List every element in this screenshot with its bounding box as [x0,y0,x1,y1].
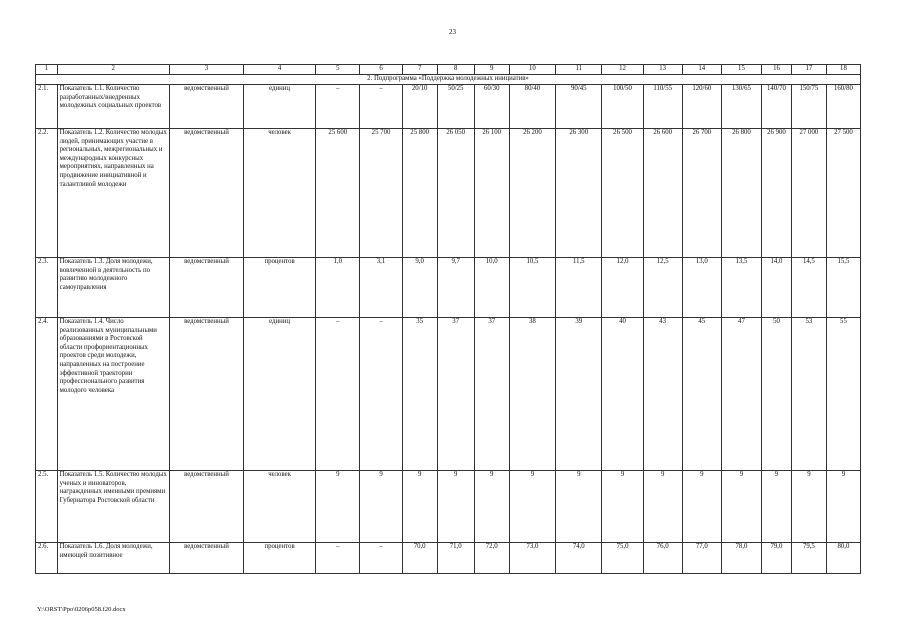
indicator-value: 27 500 [826,129,860,258]
indicator-value: 9 [437,471,474,543]
indicator-value: 9 [316,471,360,543]
indicator-value: 12,0 [602,258,643,318]
data-source: ведомственный [169,471,243,543]
section-row [36,75,861,85]
column-number: 7 [402,65,437,75]
row-number: 2.1. [36,85,58,129]
indicator-value: 37 [474,318,509,471]
indicator-value: 13,0 [682,258,721,318]
indicator-value: 60/30 [474,85,509,129]
row-number: 2.3. [36,258,58,318]
column-number: 1 [36,65,58,75]
indicator-value: 9 [791,471,826,543]
indicator-value: 26 800 [721,129,761,258]
indicator-name: Показатель 1.4. Число реализованных муниципальными образованиями в Ростовской области профориентационных проектов среди молодежи, направленных на построение эффективной траектории профессионального развития молодого человека [57,318,169,471]
indicator-value: 9 [826,471,860,543]
table-row [36,471,861,543]
row-number: 2.5. [36,471,58,543]
indicator-name: Показатель 1.6. Доля молодежи, имеющей позитивное [57,543,169,574]
indicator-value: – [316,85,360,129]
indicator-value: 55 [826,318,860,471]
data-source: ведомственный [169,543,243,574]
indicator-name: Показатель 1.5. Количество молодых ученых и инноваторов, награжденных именными премиями Губернатора Ростовской области [57,471,169,543]
indicator-value: 130/65 [721,85,761,129]
indicator-value: 9 [682,471,721,543]
indicator-value: 9 [474,471,509,543]
indicator-value: 90/45 [556,85,602,129]
indicator-value: 10,0 [474,258,509,318]
column-number: 11 [556,65,602,75]
indicator-value: – [360,543,402,574]
indicator-value: – [316,543,360,574]
indicator-value: 140/70 [762,85,792,129]
indicator-value: 35 [402,318,437,471]
indicator-value: 37 [437,318,474,471]
indicator-value: 50/25 [437,85,474,129]
indicator-value: 14,5 [791,258,826,318]
unit-of-measure: процентов [244,258,316,318]
indicator-value: 39 [556,318,602,471]
indicator-value: 78,0 [721,543,761,574]
file-path-footer: Y:\ORST\Ppo\0206p058.f20.docx [37,606,126,613]
section-title: 2. Подпрограмма «Поддержка молодежных инициатив» [36,75,861,85]
indicator-value: – [360,85,402,129]
indicator-value: 71,0 [437,543,474,574]
page-number: 23 [449,28,456,36]
indicator-value: 77,0 [682,543,721,574]
column-number: 5 [316,65,360,75]
indicator-value: 80/40 [509,85,555,129]
indicator-value: 9,7 [437,258,474,318]
column-number: 16 [762,65,792,75]
indicator-value: 26 050 [437,129,474,258]
indicator-value: 74,0 [556,543,602,574]
column-number: 15 [721,65,761,75]
column-number: 3 [169,65,243,75]
indicator-value: 9 [360,471,402,543]
data-source: ведомственный [169,129,243,258]
indicator-value: 9 [402,471,437,543]
indicator-value: 26 200 [509,129,555,258]
indicator-value: 1,0 [316,258,360,318]
data-source: ведомственный [169,258,243,318]
column-number: 14 [682,65,721,75]
column-number: 12 [602,65,643,75]
indicator-value: 14,0 [762,258,792,318]
indicator-value: 9 [556,471,602,543]
indicator-value: 9 [762,471,792,543]
indicators-table [35,64,861,574]
indicator-value: 10,5 [509,258,555,318]
indicator-value: 79,5 [791,543,826,574]
table-row [36,258,861,318]
row-number: 2.2. [36,129,58,258]
unit-of-measure: единиц [244,85,316,129]
indicator-value: 26 500 [602,129,643,258]
indicator-value: 100/50 [602,85,643,129]
column-number: 10 [509,65,555,75]
indicator-value: 26 700 [682,129,721,258]
indicator-value: 70,0 [402,543,437,574]
indicator-name: Показатель 1.1. Количество разработанных/внедренных молодежных социальных проектов [57,85,169,129]
indicator-value: 25 600 [316,129,360,258]
column-number: 17 [791,65,826,75]
unit-of-measure: единиц [244,318,316,471]
indicator-value: 53 [791,318,826,471]
table-row [36,129,861,258]
data-source: ведомственный [169,85,243,129]
indicator-value: 9 [509,471,555,543]
indicator-value: 26 900 [762,129,792,258]
row-number: 2.6. [36,543,58,574]
indicator-value: 3,1 [360,258,402,318]
indicator-value: 150/75 [791,85,826,129]
indicator-value: 43 [643,318,682,471]
indicator-value: 9 [643,471,682,543]
column-number: 6 [360,65,402,75]
table-row [36,318,861,471]
unit-of-measure: человек [244,471,316,543]
indicator-value: 12,5 [643,258,682,318]
column-number-row [36,65,861,75]
column-number: 18 [826,65,860,75]
table-row [36,543,861,574]
indicator-name: Показатель 1.3. Доля молодежи, вовлеченной в деятельность по развитию молодежного самоуправления [57,258,169,318]
indicator-value: 9 [602,471,643,543]
indicator-value: 20/10 [402,85,437,129]
column-number: 13 [643,65,682,75]
unit-of-measure: человек [244,129,316,258]
indicator-value: 47 [721,318,761,471]
indicator-value: – [360,318,402,471]
indicator-value: 25 800 [402,129,437,258]
indicator-value: 11,5 [556,258,602,318]
indicator-value: 73,0 [509,543,555,574]
column-number: 2 [57,65,169,75]
indicator-value: 72,0 [474,543,509,574]
indicator-value: 25 700 [360,129,402,258]
indicator-value: – [316,318,360,471]
table-row [36,85,861,129]
indicator-value: 120/60 [682,85,721,129]
indicator-value: 79,0 [762,543,792,574]
indicator-value: 110/55 [643,85,682,129]
indicator-value: 9,0 [402,258,437,318]
indicator-value: 9 [721,471,761,543]
indicator-value: 26 300 [556,129,602,258]
unit-of-measure: процентов [244,543,316,574]
indicator-value: 38 [509,318,555,471]
indicator-value: 13,5 [721,258,761,318]
indicator-value: 27 000 [791,129,826,258]
indicator-value: 160/80 [826,85,860,129]
column-number: 9 [474,65,509,75]
column-number: 8 [437,65,474,75]
indicator-value: 26 100 [474,129,509,258]
row-number: 2.4. [36,318,58,471]
indicator-value: 45 [682,318,721,471]
indicator-value: 76,0 [643,543,682,574]
indicator-value: 26 600 [643,129,682,258]
indicator-value: 40 [602,318,643,471]
column-number: 4 [244,65,316,75]
indicator-value: 75,0 [602,543,643,574]
indicator-value: 50 [762,318,792,471]
indicator-value: 15,5 [826,258,860,318]
data-source: ведомственный [169,318,243,471]
indicator-name: Показатель 1.2. Количество молодых людей, принимающих участие в региональных, межрегиональных и международных конкурсных мероприятиях, направленных на продвижение инициативной и талантливой молодежи [57,129,169,258]
indicator-value: 80,0 [826,543,860,574]
